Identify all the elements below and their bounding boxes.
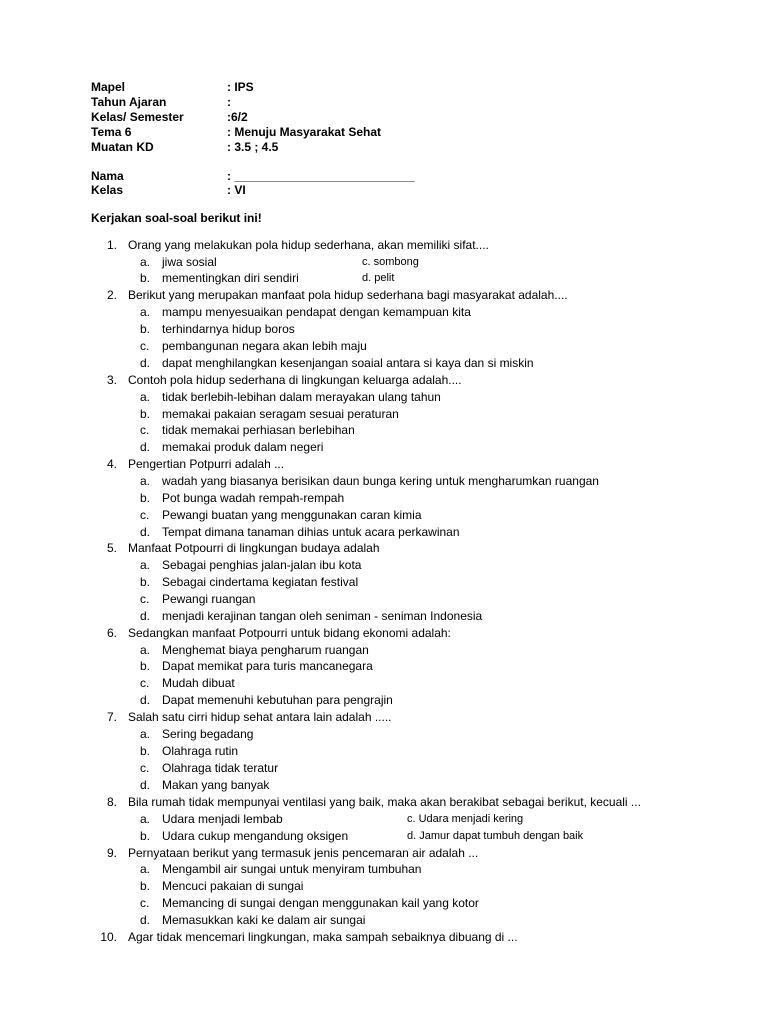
- option: [362, 270, 394, 287]
- question-number: 6.: [106, 626, 117, 640]
- option: [140, 811, 283, 828]
- option-text: Udara cukup mengandung oksigen: [162, 829, 349, 843]
- option-letter: d.: [140, 525, 151, 539]
- question-number: 10.: [100, 930, 117, 944]
- question-3: [91, 372, 462, 389]
- option-text: mementingkan diri sendiri: [162, 271, 299, 285]
- question-text: Orang yang melakukan pola hidup sederhana, akan memiliki sifat....: [128, 238, 489, 252]
- option-text: Pewangi buatan yang menggunakan caran kimia: [162, 508, 422, 522]
- header-value: : 3.5 ; 4.5: [227, 140, 279, 154]
- question-10: [91, 929, 518, 946]
- option-text: mampu menyesuaikan pendapat dengan kemampuan kita: [162, 305, 471, 319]
- option-letter: d.: [140, 778, 151, 792]
- option-text: tidak memakai perhiasan berlebihan: [162, 423, 355, 437]
- option-letter: c.: [140, 423, 150, 437]
- option: [140, 760, 278, 777]
- option-text: Makan yang banyak: [162, 778, 270, 792]
- header-value: : VI: [227, 183, 246, 197]
- option-text: Mudah dibuat: [162, 676, 235, 690]
- option-letter: b.: [140, 322, 151, 336]
- option-letter: a.: [140, 862, 151, 876]
- option-text: jiwa sosial: [162, 255, 217, 269]
- option-text: Sebagai penghias jalan-jalan ibu kota: [162, 558, 362, 572]
- option-text: c. Udara menjadi kering: [407, 813, 524, 825]
- question-text: Bila rumah tidak mempunyai ventilasi yang baik, maka akan berakibat sebagai berikut, kecuali ...: [128, 795, 641, 809]
- option: [140, 422, 355, 439]
- question-text: Sedangkan manfaat Potpourri untuk bidang ekonomi adalah:: [128, 626, 451, 640]
- header-label: Tema 6: [91, 125, 132, 139]
- option-letter: b.: [140, 744, 151, 758]
- option: [140, 743, 238, 760]
- option-text: c. sombong: [362, 256, 419, 268]
- option-letter: a.: [140, 474, 151, 488]
- option: [140, 254, 217, 271]
- header-value: : Menuju Masyarakat Sehat: [227, 125, 382, 139]
- option: [407, 828, 583, 845]
- option: [140, 912, 365, 929]
- option: [140, 658, 373, 675]
- option-letter: a.: [140, 812, 151, 826]
- option-text: Menghemat biaya pengharum ruangan: [162, 643, 369, 657]
- option: [140, 490, 344, 507]
- option-letter: d.: [140, 913, 151, 927]
- option-letter: c.: [140, 592, 150, 606]
- header-value: :6/2: [227, 110, 248, 124]
- header-label: Tahun Ajaran: [91, 95, 167, 109]
- option: [140, 270, 299, 287]
- question-number: 2.: [106, 288, 117, 302]
- option: [140, 895, 479, 912]
- option: [140, 389, 441, 406]
- option-text: Sering begadang: [162, 727, 254, 741]
- option-letter: d.: [140, 693, 151, 707]
- option-letter: a.: [140, 643, 151, 657]
- header-label: Nama: [91, 169, 124, 183]
- option-text: tidak berlebih-lebihan dalam merayakan ulang tahun: [162, 390, 441, 404]
- option: [140, 355, 534, 372]
- option-text: Pewangi ruangan: [162, 592, 256, 606]
- option-text: Olahraga tidak teratur: [162, 761, 279, 775]
- question-text: Pengertian Potpurri adalah ...: [128, 457, 285, 471]
- option-letter: d.: [140, 609, 151, 623]
- option-text: Mengambil air sungai untuk menyiram tumbuhan: [162, 862, 422, 876]
- question-number: 1.: [106, 238, 117, 252]
- option-letter: a.: [140, 255, 151, 269]
- question-7: [91, 709, 392, 726]
- question-4: [91, 456, 284, 473]
- option: [140, 878, 303, 895]
- option-letter: b.: [140, 829, 151, 843]
- option-letter: b.: [140, 271, 151, 285]
- option: [362, 254, 419, 271]
- question-number: 3.: [106, 373, 117, 387]
- option-letter: b.: [140, 575, 151, 589]
- option-letter: a.: [140, 727, 151, 741]
- option-letter: b.: [140, 659, 151, 673]
- option-text: Mencuci pakaian di sungai: [162, 879, 304, 893]
- question-number: 9.: [106, 846, 117, 860]
- question-text: Manfaat Potpourri di lingkungan budaya adalah: [128, 541, 380, 555]
- option-letter: b.: [140, 407, 151, 421]
- option-text: Memancing di sungai dengan menggunakan kail yang kotor: [162, 896, 479, 910]
- header-label: Kelas: [91, 183, 124, 197]
- option-text: wadah yang biasanya berisikan daun bunga kering untuk mengharumkan ruangan: [162, 474, 599, 488]
- option-letter: c.: [140, 339, 150, 353]
- option-letter: d.: [140, 440, 151, 454]
- option: [140, 692, 393, 709]
- header-value: :: [227, 95, 231, 109]
- option-text: Dapat memenuhi kebutuhan para pengrajin: [162, 693, 393, 707]
- option-text: Sebagai cindertama kegiatan festival: [162, 575, 359, 589]
- option-text: Pot bunga wadah rempah-rempah: [162, 491, 345, 505]
- option: [140, 557, 361, 574]
- option: [140, 304, 471, 321]
- option-letter: c.: [140, 761, 150, 775]
- option-letter: c.: [140, 508, 150, 522]
- question-8: [91, 794, 641, 811]
- option: [140, 406, 399, 423]
- option-text: Udara menjadi lembab: [162, 812, 283, 826]
- header-label: Kelas/ Semester: [91, 110, 184, 124]
- question-number: 8.: [106, 795, 117, 809]
- option-text: dapat menghilangkan kesenjangan soaial antara si kaya dan si miskin: [162, 356, 534, 370]
- question-number: 7.: [106, 710, 117, 724]
- name-field[interactable]: : ___________________________: [227, 169, 415, 183]
- option-letter: d.: [140, 356, 151, 370]
- option: [140, 642, 369, 659]
- question-number: 5.: [106, 541, 117, 555]
- question-9: [91, 845, 478, 862]
- header-label: Mapel: [91, 80, 126, 94]
- option-text: menjadi kerajinan tangan oleh seniman - seniman Indonesia: [162, 609, 483, 623]
- option: [140, 507, 422, 524]
- question-6: [91, 625, 451, 642]
- option-letter: b.: [140, 879, 151, 893]
- option-letter: a.: [140, 390, 151, 404]
- option: [140, 439, 323, 456]
- header-label: Muatan KD: [91, 140, 154, 154]
- option: [140, 777, 269, 794]
- option-letter: c.: [140, 896, 150, 910]
- option-text: memakai produk dalam negeri: [162, 440, 324, 454]
- option-text: Dapat memikat para turis mancanegara: [162, 659, 373, 673]
- option: [140, 726, 253, 743]
- option-text: Memasukkan kaki ke dalam air sungai: [162, 913, 366, 927]
- header-value: : IPS: [227, 80, 254, 94]
- question-number: 4.: [106, 457, 117, 471]
- option: [407, 811, 523, 828]
- option-text: terhindarnya hidup boros: [162, 322, 295, 336]
- option-letter: a.: [140, 558, 151, 572]
- option-text: d. pelit: [362, 272, 395, 284]
- option-letter: a.: [140, 305, 151, 319]
- question-5: [91, 540, 380, 557]
- option: [140, 861, 421, 878]
- option: [140, 675, 235, 692]
- option-letter: b.: [140, 491, 151, 505]
- option: [140, 524, 460, 541]
- option-text: Olahraga rutin: [162, 744, 239, 758]
- option: [140, 828, 348, 845]
- question-text: Salah satu cirri hidup sehat antara lain adalah .....: [128, 710, 392, 724]
- question-text: Contoh pola hidup sederhana di lingkungan keluarga adalah....: [128, 373, 462, 387]
- option: [140, 608, 482, 625]
- instruction-text: Kerjakan soal-soal berikut ini!: [91, 211, 262, 225]
- question-text: Agar tidak mencemari lingkungan, maka sampah sebaiknya dibuang di ...: [128, 930, 518, 944]
- option-text: d. Jamur dapat tumbuh dengan baik: [407, 830, 584, 842]
- option: [140, 473, 599, 490]
- option-letter: c.: [140, 676, 150, 690]
- option-text: pembangunan negara akan lebih maju: [162, 339, 367, 353]
- question-text: Berikut yang merupakan manfaat pola hidup sederhana bagi masyarakat adalah....: [128, 288, 568, 302]
- option-text: Tempat dimana tanaman dihias untuk acara perkawinan: [162, 525, 460, 539]
- question-1: [91, 237, 489, 254]
- option: [140, 338, 367, 355]
- option: [140, 321, 295, 338]
- option: [140, 574, 358, 591]
- question-text: Pernyataan berikut yang termasuk jenis pencemaran air adalah ...: [128, 846, 479, 860]
- option-text: memakai pakaian seragam sesuai peraturan: [162, 407, 399, 421]
- question-2: [91, 287, 568, 304]
- option: [140, 591, 255, 608]
